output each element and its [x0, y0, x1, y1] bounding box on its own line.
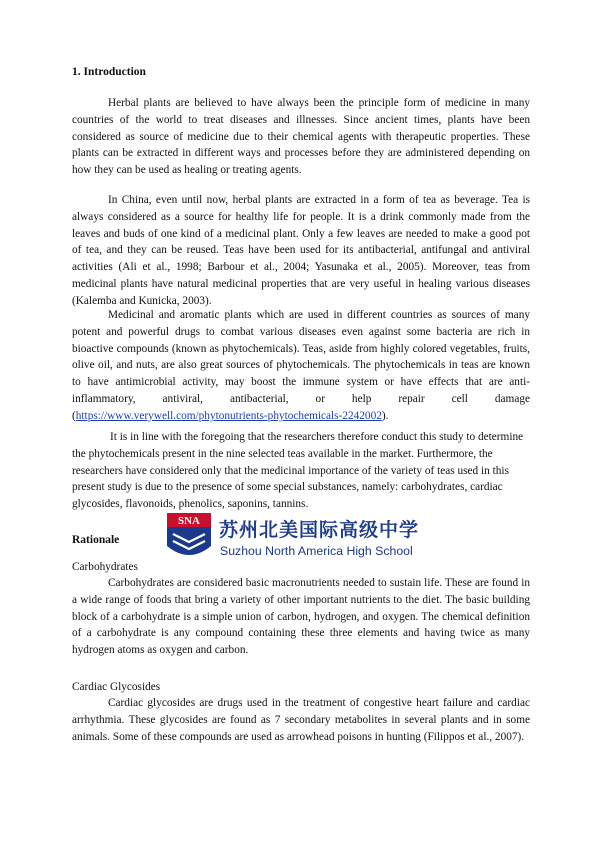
logo-chinese-name: 苏州北美国际高级中学	[219, 520, 420, 541]
school-logo	[165, 512, 430, 562]
carbohydrates-paragraph: Carbohydrates are considered basic macronutrients needed to sustain life. These are found in a wide range of foods that bring a variety of other important nutrients to the diet. The basic building block of a carbohydrate is a simple union of carbon, hydrogen, and oxygen. The chemical definition of a carbohydrate is any compound containing these three elements and having twice as many hydrogen atoms as oxygen and carbon.	[72, 577, 530, 657]
cardiac-glycosides-title: Cardiac Glycosides	[72, 681, 161, 693]
section-heading: 1. Introduction	[72, 66, 146, 78]
paragraph-foregoing: It is in line with the foregoing that the researchers therefore conduct this study to determine the phytochemicals present in the nine selected teas available in the market. Furthermore, the researchers have considered only that the medicinal importance of the variety of teas used in this present study is due to the presence of some special substances, namely: carbohydrates, cardiac glycosides, flavonoids, phenolics, saponins, tannins.	[72, 431, 524, 511]
link-suffix: ).	[381, 409, 389, 422]
carbohydrates-title: Carbohydrates	[72, 561, 138, 573]
paragraph-china-tea: In China, even until now, herbal plants are extracted in a form of tea as beverage. Tea is always considered as a source for healthy life for people. It is a drink commonly made from the leaves and buds of one kind of a medicinal plant. Only a few leaves are needed to make a good pot of tea, and they can be reused. Teas have been used for its antibacterial, antifungal and antiviral activities (Ali et al., 1998; Barbour et al., 2004; Yasunaka et al., 2005). Moreover, teas from medicinal plants have natural medicinal properties that are very useful in healing various diseases (Kalemba and Kunicka, 2003).	[72, 194, 530, 307]
paragraph-medicinal-plants	[72, 307, 530, 425]
rationale-heading: Rationale	[72, 534, 120, 546]
logo-badge-text: SNA	[177, 515, 201, 527]
phytochemicals-link[interactable]: https://www.verywell.com/phytonutrients-phytochemicals-2242002	[75, 409, 382, 422]
paragraph-medicinal-plants-text: Medicinal and aromatic plants which are used in different countries as sources of many potent and powerful drugs to combat various diseases even against some bacteria are rich in bioactive compounds (known as phytochemicals). Teas, aside from highly colored vegetables, fruits, olive oil, and nuts, are also great sources of phytochemicals. The phytochemicals in teas are known to have antimicrobial activity, may boost the immune system or have effects that are anti-inflammatory, antiviral, antibacterial, or help repair cell damage (	[72, 309, 530, 422]
logo-english-name: Suzhou North America High School	[220, 544, 413, 558]
cardiac-glycosides-paragraph: Cardiac glycosides are drugs used in the treatment of congestive heart failure and cardiac arrhythmia. These glycosides are found as 7 secondary metabolites in several plants and in some animals. Some of these compounds are used as arrowhead poisons in hunting (Filippos et al., 2007).	[72, 697, 530, 743]
paragraph-herbal-plants: Herbal plants are believed to have always been the principle form of medicine in many countries of the world to treat diseases and illnesses. Since ancient times, plants have been considered as source of medicine due to their chemical agents with therapeutic properties. These plants can be extracted in different ways and processes before they are administered depending on how they can be used as healing or treating agents.	[72, 97, 530, 177]
